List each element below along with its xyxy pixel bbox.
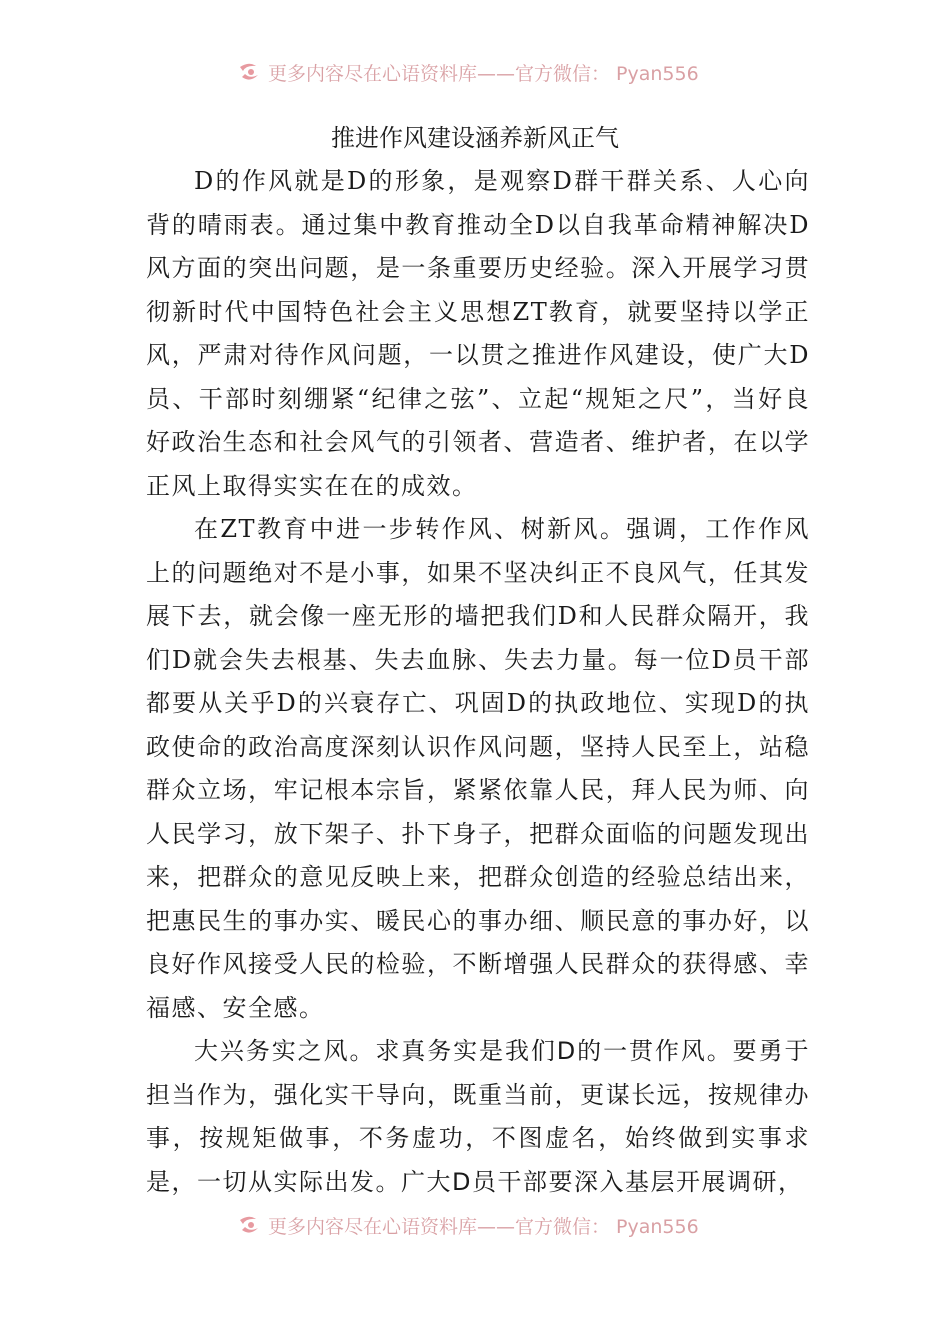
paragraph: 大兴务实之风。求真务实是我们D的一贯作风。要勇于担当作为，强化实干导向，既重当前，更谋长远，按规律办事，按规矩做事，不务虚功，不图虚名，始终做到实事求是，一切从实际出发。广大D员干部要深入基层开展调研，	[146, 1037, 810, 1196]
paragraph-block	[146, 508, 810, 1030]
paragraph-block	[146, 160, 810, 508]
document-title: 推进作风建设涵养新风正气	[331, 124, 619, 152]
watermark-text: 更多内容尽在心语资料库——官方微信： Pyan556	[268, 62, 699, 85]
paragraph-block	[146, 1030, 810, 1204]
paragraph: D的作风就是D的形象，是观察D群干群关系、人心向背的晴雨表。通过集中教育推动全D以自我革命精神解决D风方面的突出问题，是一条重要历史经验。深入开展学习贯彻新时代中国特色社会主义思想ZT教育，就要坚持以学正风，严肃对待作风问题，一以贯之推进作风建设，使广大D员、干部时刻绷紧“纪律之弦”、立起“规矩之尺”，当好良好政治生态和社会风气的引领者、营造者、维护者，在以学正风上取得实实在在的成效。	[146, 167, 810, 500]
watermark-footer	[236, 1210, 736, 1240]
watermark-text: 更多内容尽在心语资料库——官方微信： Pyan556	[268, 1215, 699, 1238]
logo-icon	[236, 59, 262, 85]
logo-icon	[236, 1212, 262, 1238]
watermark-header	[236, 57, 736, 87]
paragraph: 在ZT教育中进一步转作风、树新风。强调，工作作风上的问题绝对不是小事，如果不坚决纠正不良风气，任其发展下去，就会像一座无形的墙把我们D和人民群众隔开，我们D就会失去根基、失去血脉、失去力量。每一位D员干部都要从关乎D的兴衰存亡、巩固D的执政地位、实现D的执政使命的政治高度深刻认识作风问题，坚持人民至上，站稳群众立场，牢记根本宗旨，紧紧依靠人民，拜人民为师、向人民学习，放下架子、扑下身子，把群众面临的问题发现出来，把群众的意见反映上来，把群众创造的经验总结出来，把惠民生的事办实、暖民心的事办细、顺民意的事办好，以良好作风接受人民的检验，不断增强人民群众的获得感、幸福感、安全感。	[146, 515, 810, 1022]
